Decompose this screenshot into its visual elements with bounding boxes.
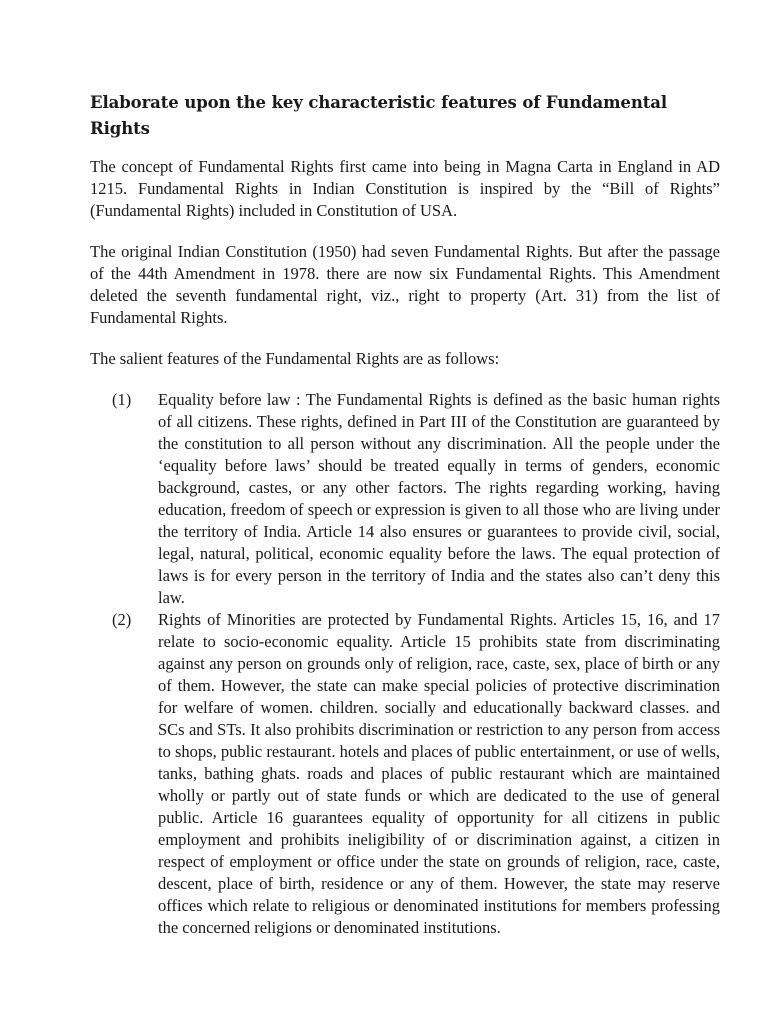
list-item bbox=[90, 609, 720, 939]
paragraph-salient-intro: The salient features of the Fundamental Rights are as follows: bbox=[90, 349, 500, 368]
document-title: Elaborate upon the key characteristic features of Fundamental Rights bbox=[90, 93, 667, 138]
list-item-text: Equality before law : The Fundamental Rights is defined as the basic human rights of all citizens. These rights, defined in Part III of the Constitution are guaranteed by the constitution to all person without any discrimination. All the people under the ‘equality before laws’ should be treated equally in terms of genders, economic background, castes, or any other factors. The rights regarding working, having education, freedom of speech or expression is given to all those who are living under the territory of India. Article 14 also ensures or guarantees to provide civil, social, legal, natural, political, economic equality before the laws. The equal protection of laws is for every person in the territory of India and the states also can’t deny this law. bbox=[158, 390, 720, 607]
list-item-number: (2) bbox=[112, 610, 132, 629]
features-list bbox=[90, 389, 720, 939]
list-item bbox=[90, 389, 720, 609]
list-item-text: Rights of Minorities are protected by Fundamental Rights. Articles 15, 16, and 17 relate to socio-economic equality. Article 15 prohibits state from discriminating against any person on grounds only of religion, race, caste, sex, place of birth or any of them. However, the state can make special policies of protective discrimination for welfare of women. children. socially and educationally backward classes. and SCs and STs. It also prohibits discrimination or restriction to any person from access to shops, public restaurant. hotels and places of public entertainment, or use of wells, tanks, bathing ghats. roads and places of public restaurant which are maintained wholly or partly out of state funds or which are dedicated to the use of general public. Article 16 guarantees equality of opportunity for all citizens in public employment and prohibits ineligibility of or discrimination against, a citizen in respect of employment or office under the state on grounds of religion, race, caste, descent, place of birth, residence or any of them. However, the state may reserve offices which relate to religious or denominated institutions for members professing the concerned religions or denominated institutions. bbox=[158, 610, 720, 937]
paragraph-origin: The concept of Fundamental Rights first came into being in Magna Carta in England in AD 1215. Fundamental Rights in Indian Constitution is inspired by the “Bill of Rights” (Fundamental Rights) included in Constitution of USA. bbox=[90, 157, 720, 220]
paragraph-amendment: The original Indian Constitution (1950) had seven Fundamental Rights. But after the passage of the 44th Amendment in 1978. there are now six Fundamental Rights. This Amendment deleted the seventh fundamental right, viz., right to property (Art. 31) from the list of Fundamental Rights. bbox=[90, 242, 720, 327]
list-item-number: (1) bbox=[112, 390, 132, 409]
document-page bbox=[90, 90, 720, 939]
